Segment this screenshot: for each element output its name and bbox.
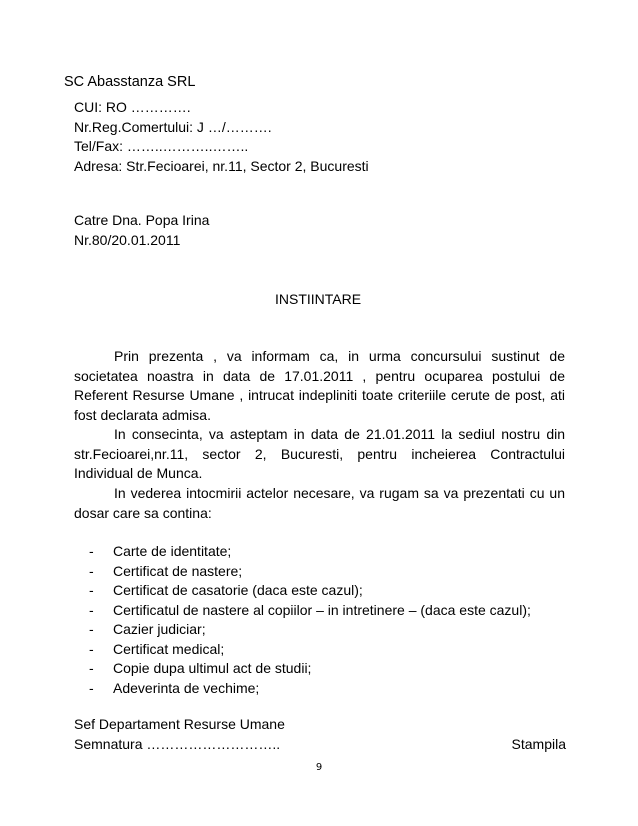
document-title: INSTIINTARE xyxy=(275,291,362,307)
list-item-text: Cazier judiciar; xyxy=(113,621,206,637)
list-item-text: Copie dupa ultimul act de studii; xyxy=(113,660,312,676)
list-item xyxy=(89,542,531,562)
list-item xyxy=(89,659,531,679)
signature-label: Semnatura ……………………….. xyxy=(74,735,281,752)
list-bullet: - xyxy=(89,562,94,579)
company-tel-fax: Tel/Fax: ……..………..…….. xyxy=(74,138,249,154)
recipient-block xyxy=(74,211,209,250)
list-bullet: - xyxy=(89,679,94,696)
list-bullet: - xyxy=(89,582,94,598)
department-head-title: Sef Departament Resurse Umane xyxy=(74,716,285,732)
page-number: 9 xyxy=(315,762,323,773)
list-item xyxy=(89,601,531,621)
list-bullet: - xyxy=(89,621,94,637)
company-address: Adresa: Str.Fecioarei, nr.11, Sector 2, Bucuresti xyxy=(74,157,369,174)
list-item-text: Certificatul de nastere al copiilor – in intretinere – (daca este cazul); xyxy=(113,601,531,618)
list-item xyxy=(89,581,531,601)
company-reg-com: Nr.Reg.Comertului: J …/………. xyxy=(74,118,272,135)
list-bullet: - xyxy=(89,660,94,676)
list-bullet: - xyxy=(89,640,94,657)
list-item-text: Carte de identitate; xyxy=(113,543,232,559)
list-item-text: Certificat de nastere; xyxy=(113,562,243,579)
list-item xyxy=(89,640,531,660)
signature-block xyxy=(74,715,566,754)
paragraph-2: In consecinta, va asteptam in data de 21.01.2011 la sediul nostru din str.Fecioarei,nr.11, sector 2, Bucuresti, pentru incheierea Contractului Individual de Munca. xyxy=(74,426,565,481)
signature-line xyxy=(74,735,566,755)
list-bullet: - xyxy=(89,543,94,559)
recipient-name: Catre Dna. Popa Irina xyxy=(74,212,210,228)
paragraph-3: In vederea intocmirii actelor necesare, va rugam sa va prezentati cu un dosar care sa contina: xyxy=(74,485,565,521)
company-details xyxy=(74,98,369,176)
list-bullet: - xyxy=(89,601,94,618)
list-item xyxy=(89,679,531,699)
company-name: SC Abasstanza SRL xyxy=(64,74,196,90)
paragraph-1: Prin prezenta , va informam ca, in urma concursului sustinut de societatea noastra in data de 17.01.2011 , pentru ocuparea postului de Referent Resurse Umane , intrucat indepliniti toate criteriile cerute de post, ati fost declarata admisa. xyxy=(74,348,565,423)
company-cui: CUI: RO …………. xyxy=(74,99,191,115)
list-item xyxy=(89,562,531,582)
list-item xyxy=(89,620,531,640)
documents-list xyxy=(89,542,531,698)
list-item-text: Certificat medical; xyxy=(113,640,225,657)
stamp-label: Stampila xyxy=(511,735,566,752)
list-item-text: Adeverinta de vechime; xyxy=(113,679,260,696)
registration-number: Nr.80/20.01.2011 xyxy=(74,231,181,248)
list-item-text: Certificat de casatorie (daca este cazul); xyxy=(113,582,363,598)
